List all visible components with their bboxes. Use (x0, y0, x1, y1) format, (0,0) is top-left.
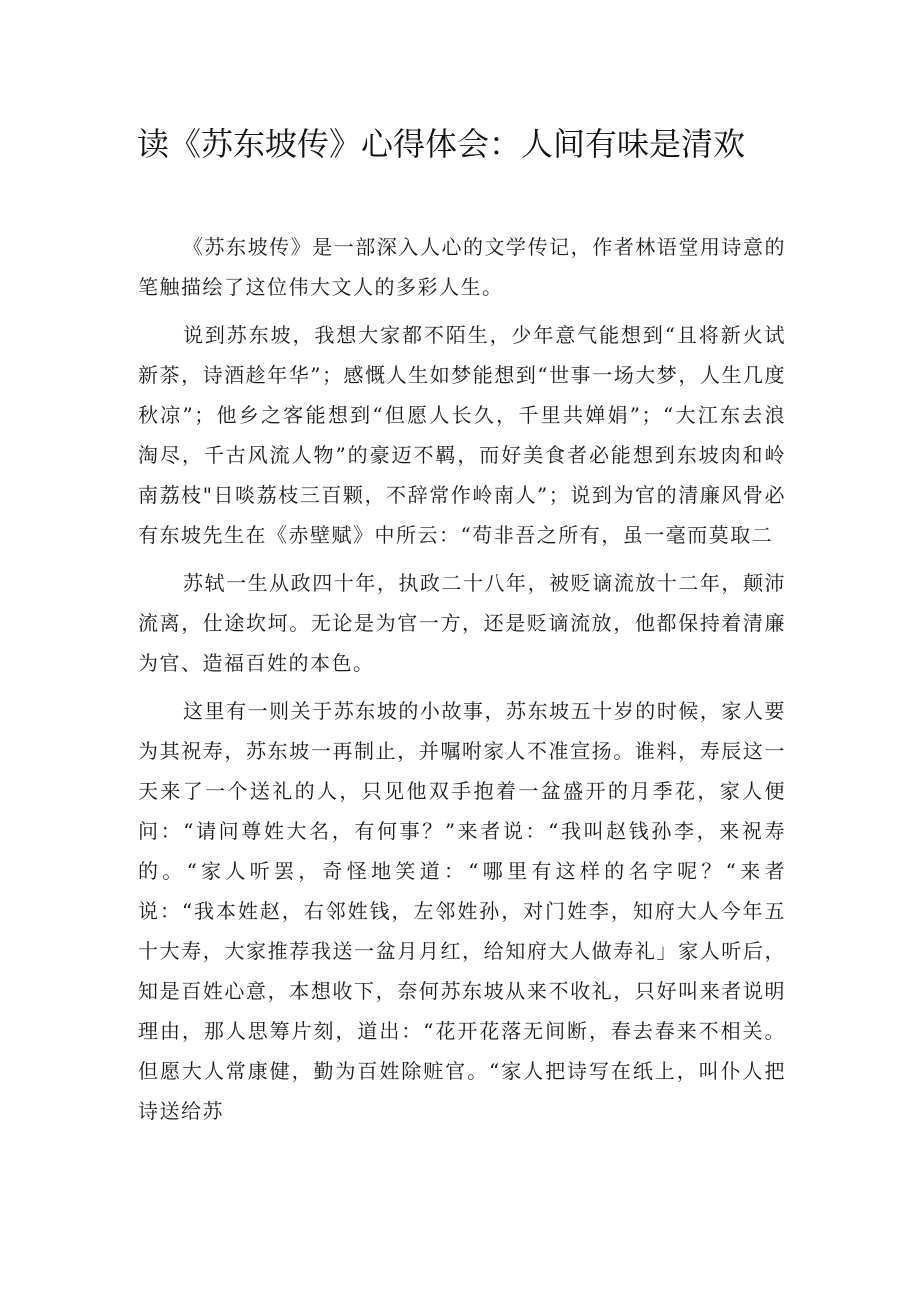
page-title: 读《苏东坡传》心得体会：人间有味是清欢 (137, 125, 746, 163)
document-body (138, 227, 786, 1139)
paragraph-famous-lines: 说到苏东坡，我想大家都不陌生，少年意气能想到“且将新火试新茶，诗酒趁年华”；感慨人生如梦能想到“世事一场大梦，人生几度秋凉”；他乡之客能想到“但愿人长久，千里共婵娟”；“大江东去浪淘尽，千古风流人物”的豪迈不羁，而好美食者必能想到东坡肉和岭南荔枝"日啖荔枝三百颗，不辞常作岭南人”；说到为官的清廉风骨必有东坡先生在《赤壁赋》中所云：“苟非吾之所有，虽一毫而莫取二 (138, 323, 786, 547)
paragraph-birthday-story: 这里有一则关于苏东坡的小故事，苏东坡五十岁的时候，家人要为其祝寿，苏东坡一再制止，并嘱咐家人不准宣扬。谁料，寿辰这一天来了一个送礼的人，只见他双手抱着一盆盛开的月季花，家人便问：“请问尊姓大名，有何事？”来者说：“我叫赵钱孙李，来祝寿的。“家人听罢，奇怪地笑道：“哪里有这样的名字呢？“来者说：“我本姓赵，右邻姓钱，左邻姓孙，对门姓李，知府大人今年五十大寿，大家推荐我送一盆月月红，给知府大人做寿礼」家人听后，知是百姓心意，本想收下，奈何苏东坡从来不收礼，只好叫来者说明理由，那人思筹片刻，道出：“花开花落无间断，春去春来不相关。但愿大人常康健，勤为百姓除赃官。“家人把诗写在纸上，叫仆人把诗送给苏 (138, 699, 786, 1123)
paragraph-career: 苏轼一生从政四十年，执政二十八年，被贬谪流放十二年，颠沛流离，仕途坎坷。无论是为官一方，还是贬谪流放，他都保持着清廉为官、造福百姓的本色。 (138, 571, 786, 675)
paragraph-intro: 《苏东坡传》是一部深入人心的文学传记，作者林语堂用诗意的笔触描绘了这位伟大文人的多彩人生。 (138, 235, 786, 299)
